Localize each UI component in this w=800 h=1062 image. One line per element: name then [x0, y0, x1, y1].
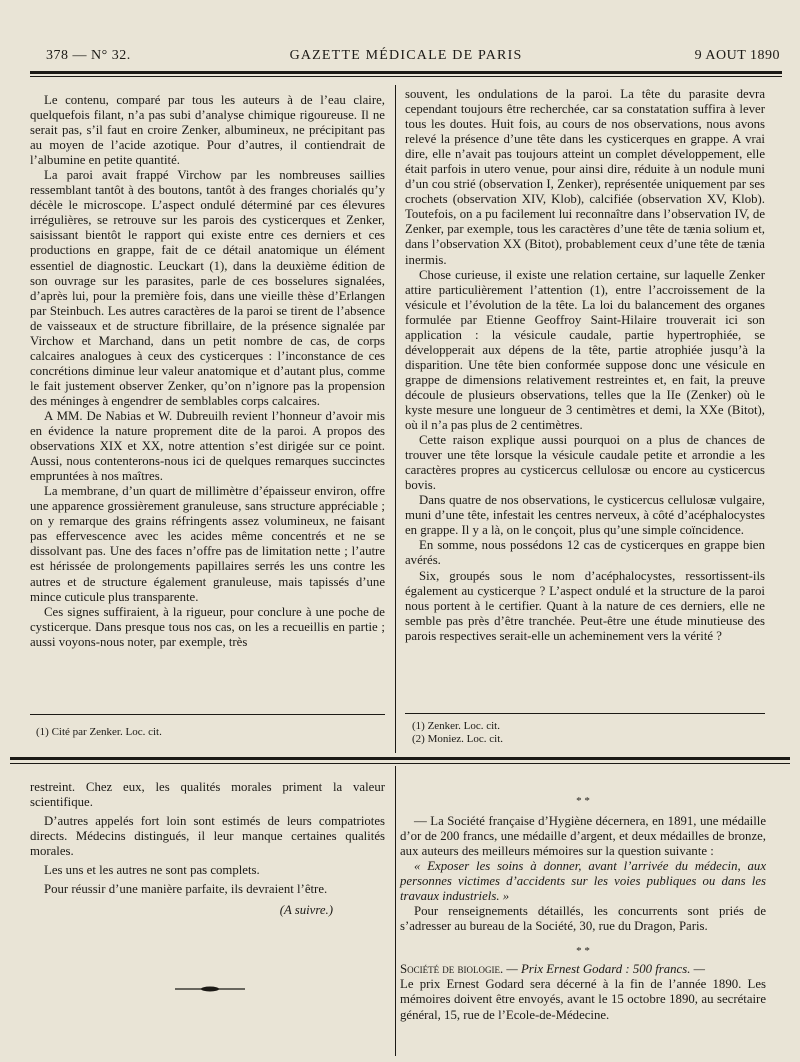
- paragraph: Ces signes suffiraient, à la rigueur, pour conclure à une poche de cysticerque. Dans presque tous nos cas, on les a recueillis en partie ; aussi voyons-nous noter, par exemple, très: [30, 604, 385, 649]
- page-header: [30, 45, 782, 71]
- bottom-right-column: [400, 788, 766, 1023]
- paragraph: La paroi avait frappé Virchow par les nombreuses saillies ressemblant tantôt à des boutons, tantôt à des franges chorialés qu’y décèle le microscope. L’aspect ondulé déterminé par ces élevures irrégulières, se retrouve sur les parois des cysticerques et Zenker, saisissant bientôt le rapport qui existe entre ces derniers et ces productions en grappe, fait de ce détail anatomique un élément essentiel de diagnostic. Leuckart (1), dans la deuxième édition de son ouvrage sur les parasites, parle de ces bosselures signalées, d’après lui, pour la première fois, dans une vieille thèse d’Erlangen par Steinbuch. Les autres caractères de la paroi se tirent de l’absence de vaisseaux et de structure fibrillaire, de la présence signalée par Virchow et Marchand, dans un petit nombre de cas, de corps calcaires analogues à ceux des cysticerques : l’inconstance de ces concrétions diminue leur valeur anatomique et d’autant plus, comme le fait justement observer Zenker, qu’on n’ignore pas la propension des méninges à engendrer de semblables corps calcaires.: [30, 168, 385, 408]
- bottom-left-column: [30, 780, 385, 918]
- biologie-prize: — Prix Ernest Godard : 500 francs. —: [503, 962, 705, 977]
- footnote-rule-right: [405, 713, 765, 714]
- hygiene-info: Pour renseignements détaillés, les concurrents sont priés de s’adresser au bureau de la Société, 30, rue du Dragon, Paris.: [400, 904, 766, 934]
- paragraph: A MM. De Nabias et W. Dubreuilh revient l’honneur d’avoir mis en évidence la nature proprement dite de la paroi. A propos des observations XIX et XX, notre attention s’est dirigée sur ce point. Aussi, nous contenterons-nous ici de quelques remarques succinctes empruntées à nos maîtres.: [30, 408, 385, 484]
- biologie-announcement: [400, 962, 766, 977]
- footnote-rule-left: [30, 714, 385, 715]
- hygiene-question: « Exposer les soins à donner, avant l’arrivée du médecin, aux personnes victimes d’accidents sur les voies publiques ou dans les travaux industriels. »: [400, 859, 766, 904]
- ornament-divider: [175, 984, 245, 994]
- section-rule: [10, 757, 790, 760]
- biologie-label: Société de biologie.: [400, 962, 504, 977]
- stars-separator: * *: [576, 795, 590, 807]
- paragraph: Pour réussir d’une manière parfaite, ils devraient l’être.: [44, 882, 328, 897]
- paragraph: souvent, les ondulations de la paroi. La tête du parasite devra cependant toujours être recherchée, car sa constatation suffira à lever tous les doutes. Huit fois, au cours de nos observations, nous avons relevé la présence d’une tête dans les cysticerques en grappe. A vrai dire, elle n’avait pas toujours atteint un complet développement, elle était parfois in utero venue, pour ainsi dire, réduite à un nodule muni d’un cou strié (observation I, Zenker), représentée uniquement par ses crochets (observation XIV, Klob), calcifiée (observation XV, Klob). Toutefois, on a pu facilement lui reconnaître dans l’observation IV, de Zenker, par exemple, tous les caractères d’une tête de tænia solium et, dans l’observation XX (Bitot), probablement ceux d’une tête de tænia inermis.: [405, 87, 765, 267]
- header-rule-thin: [30, 76, 782, 77]
- paragraph: restreint. Chez eux, les qualités morales priment la valeur scientifique.: [30, 780, 385, 810]
- issue-date: 9 AOUT 1890: [694, 48, 780, 63]
- stars-separator: * *: [576, 945, 590, 958]
- header-rule: [30, 71, 782, 74]
- paragraph: En somme, nous possédons 12 cas de cysticerques en grappe bien avérés.: [405, 538, 765, 568]
- footnote: (2) Moniez. Loc. cit.: [412, 733, 504, 745]
- page-number: 378 — N° 32.: [46, 48, 131, 63]
- paragraph: Les uns et les autres ne sont pas complets.: [44, 863, 260, 878]
- bottom-column-divider: [395, 766, 396, 1056]
- article-left-column: [30, 93, 385, 705]
- footnote-left: (1) Cité par Zenker. Loc. cit.: [36, 726, 162, 738]
- section-rule-thin: [10, 763, 790, 764]
- article-right-column: [405, 87, 765, 717]
- paragraph: La membrane, d’un quart de millimètre d’épaisseur environ, offre une apparence grossièrement granuleuse, sans structure appréciable ; on y remarque des grains réfringents assez volumineux, ne faisant pas effervescence avec les acides même concentrés et ne se dissolvant pas. Une des faces n’offre pas de limitation nette ; l’autre est hérissée de prolongements papillaires serrés les uns contre les autres et de structure également granuleuse, mais tapissés d’une mince cuticule plus transparente.: [30, 484, 385, 604]
- paragraph: Six, groupés sous le nom d’acéphalocystes, ressortissent-ils également au cysticerque ? L’aspect ondulé et la structure de la paroi nous portent à le certifier. Quant à la nature de ces derniers, elle ne semble pas près d’être tranchée. Peut-être une étude minutieuse des parois respectives serait-elle un acheminement vers la vérité ?: [405, 568, 765, 643]
- paragraph: Chose curieuse, il existe une relation certaine, sur laquelle Zenker attire particulièrement l’attention (1), entre l’accroissement de la vésicule et l’évolution de la tête. La loi du balancement des organes formulée par Etienne Geoffroy Saint-Hilaire trouverait ici son application : la vésicule caudale, partie hypertrophiée, se développerait aux dépens de la tête, partie atrophiée jusqu’à la disparition. Une tête bien conformée suppose donc une vésicule en grappe de dimensions relativement restreintes et, en fait, la preuve découle de plusieurs observations, telles que la IIe (Zenker) où le kyste mesure une longueur de 3 centimètres et demi, la XXe (Bitot), où il n’a pas plus de 2 centimètres.: [405, 267, 765, 433]
- paragraph: Cette raison explique aussi pourquoi on a plus de chances de trouver une tête lorsque la vésicule caudale petite et arrondie a les caractères propres au cysticercus cellulosæ ou encore au cysticercus bovis.: [405, 433, 765, 493]
- paragraph: Dans quatre de nos observations, le cysticercus cellulosæ vulgaire, muni d’une tête, infestait les centres nerveux, à côté d’acéphalocystes en grappe. Il y a là, on le conçoit, plus qu’une simple coïncidence.: [405, 493, 765, 538]
- biologie-text: Le prix Ernest Godard sera décerné à la fin de l’année 1890. Les mémoires doivent être envoyés, avant le 15 octobre 1890, au secrétaire général, 15, rue de l’Ecole-de-Médecine.: [400, 977, 766, 1022]
- column-divider: [395, 85, 396, 753]
- paragraph: Le contenu, comparé par tous les auteurs à de l’eau claire, quelquefois filant, n’a pas subi d’analyse chimique rigoureuse. Il ne serait pas, s’il faut en croire Zenker, albumineux, ne précipitant pas au moyen de l’acide azotique. Pour d’autres, il contiendrait de l’albumine en petite quantité.: [30, 93, 385, 168]
- footnote: (1) Zenker. Loc. cit.: [412, 720, 500, 732]
- to-be-continued: (A suivre.): [279, 903, 333, 918]
- journal-title: GAZETTE MÉDICALE DE PARIS: [289, 48, 523, 63]
- hygiene-announcement: — La Société française d’Hygiène décernera, en 1891, une médaille d’or de 200 francs, une médaille d’argent, et deux médailles de bronze, aux auteurs des meilleurs mémoires sur la question suivante :: [400, 814, 766, 859]
- paragraph: D’autres appelés fort loin sont estimés de leurs compatriotes directs. Médecins distingués, il leur manque certaines qualités morales.: [30, 814, 385, 859]
- footnotes-right: [412, 720, 503, 746]
